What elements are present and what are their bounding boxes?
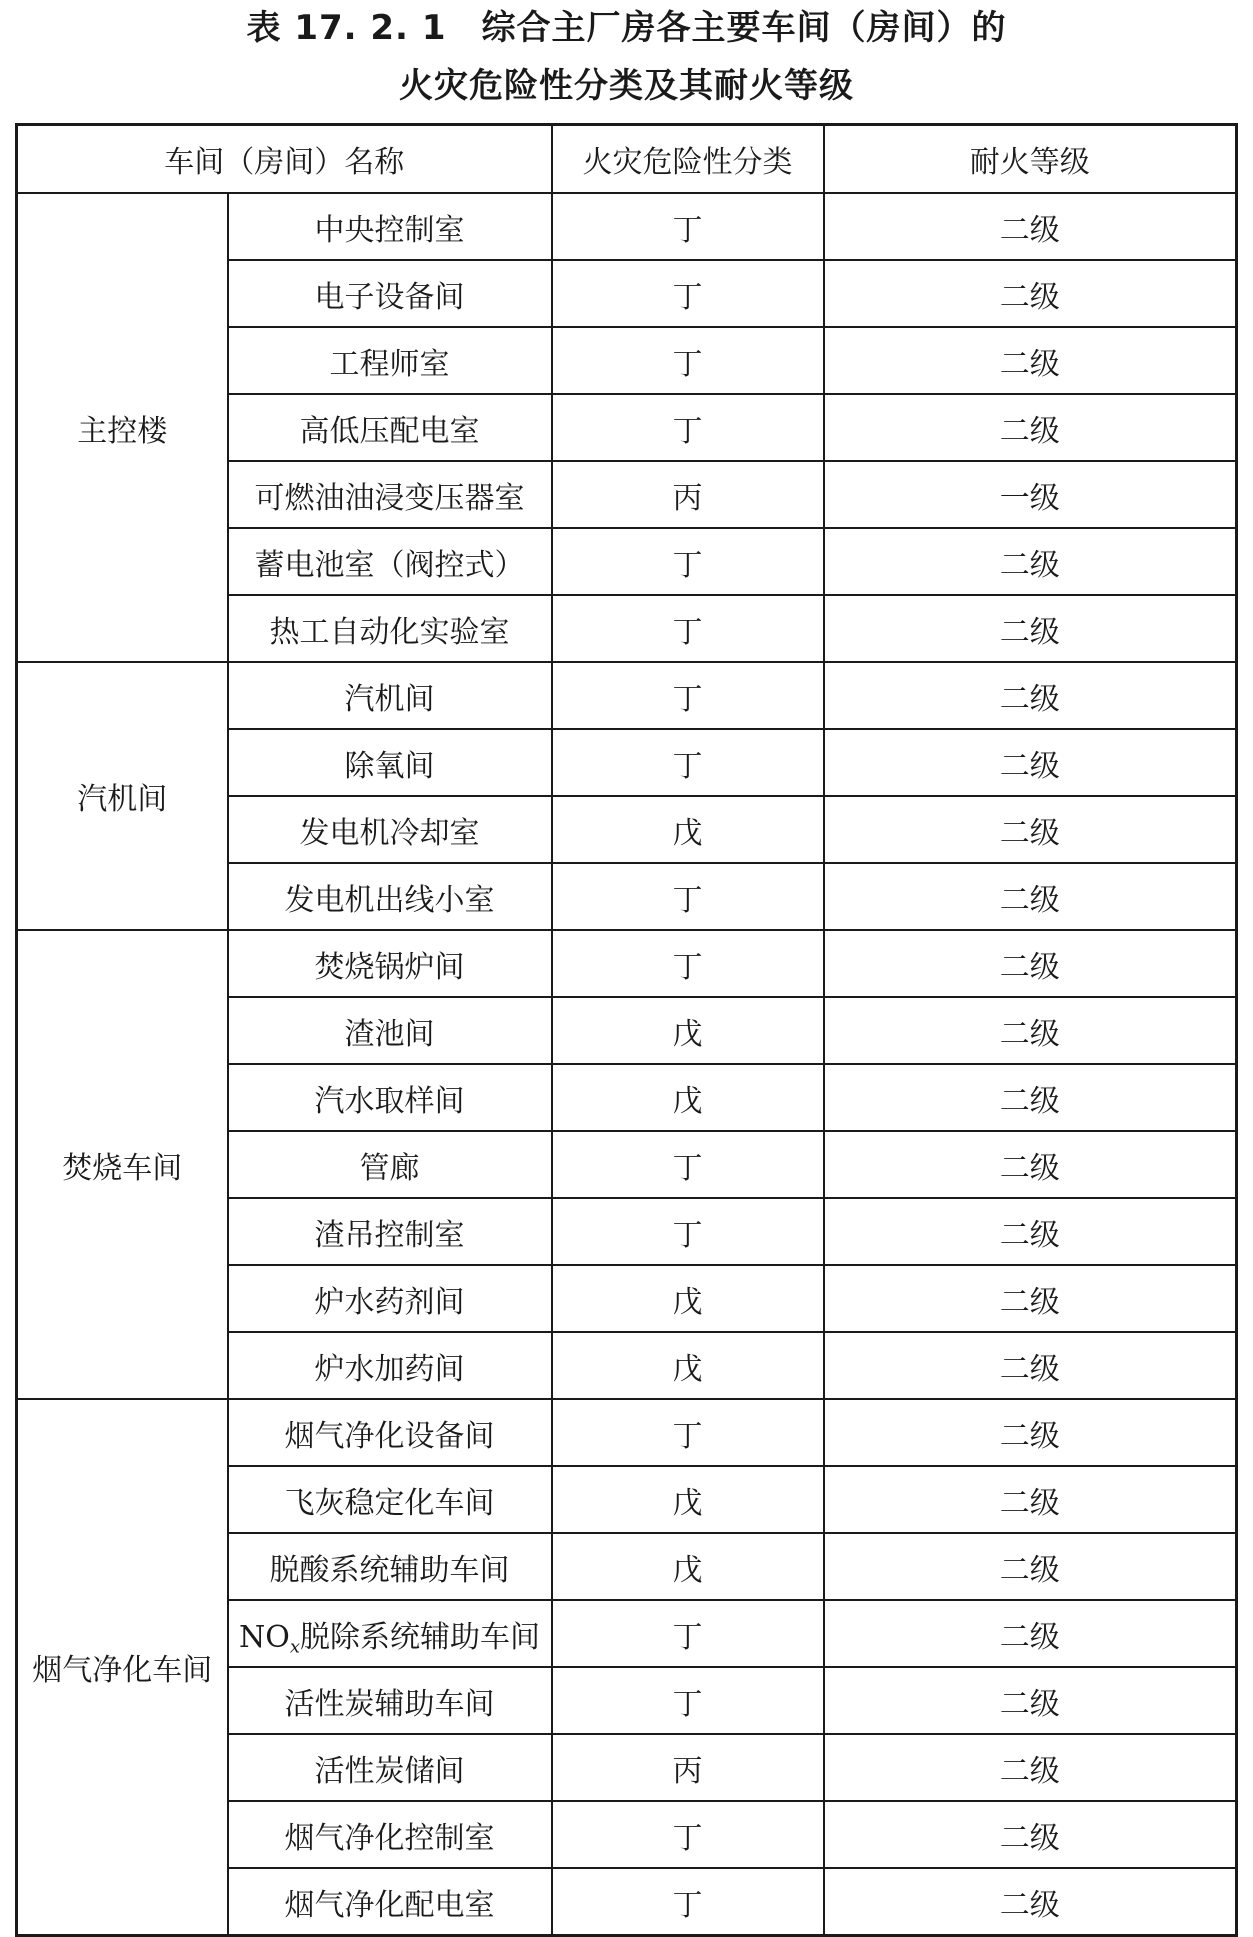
category-cell: 丁: [552, 1667, 824, 1734]
grade-cell: 二级: [824, 327, 1237, 394]
grade-cell: 二级: [824, 1265, 1237, 1332]
header-category: 火灾危险性分类: [552, 125, 824, 194]
table-row: [17, 1399, 1237, 1466]
table-row: [17, 193, 1237, 260]
category-cell: 戊: [552, 997, 824, 1064]
group-name-cell: 焚烧车间: [17, 930, 228, 1399]
room-name-cell: 热工自动化实验室: [228, 595, 552, 662]
category-cell: 丁: [552, 930, 824, 997]
room-name-cell: 活性炭储间: [228, 1734, 552, 1801]
table-body: [17, 193, 1237, 1936]
grade-cell: 二级: [824, 997, 1237, 1064]
category-cell: 戊: [552, 1064, 824, 1131]
room-name-cell: 烟气净化设备间: [228, 1399, 552, 1466]
grade-cell: 二级: [824, 729, 1237, 796]
room-name-part: NO: [238, 1619, 290, 1655]
room-name-cell: 管廊: [228, 1131, 552, 1198]
category-cell: 丁: [552, 662, 824, 729]
header-grade: 耐火等级: [824, 125, 1237, 194]
grade-cell: 二级: [824, 1533, 1237, 1600]
category-cell: 丙: [552, 461, 824, 528]
grade-cell: 二级: [824, 1332, 1237, 1399]
room-name-cell: 炉水药剂间: [228, 1265, 552, 1332]
category-cell: 丁: [552, 1399, 824, 1466]
room-name-subscript: x: [289, 1635, 300, 1657]
category-cell: 戊: [552, 1265, 824, 1332]
room-name-cell: 渣池间: [228, 997, 552, 1064]
room-name-cell: 渣吊控制室: [228, 1198, 552, 1265]
category-cell: 丁: [552, 1801, 824, 1868]
grade-cell: 二级: [824, 260, 1237, 327]
room-name-cell: 除氧间: [228, 729, 552, 796]
grade-cell: 二级: [824, 1466, 1237, 1533]
grade-cell: 二级: [824, 528, 1237, 595]
category-cell: 丁: [552, 1600, 824, 1667]
grade-cell: 二级: [824, 1600, 1237, 1667]
grade-cell: 二级: [824, 1868, 1237, 1936]
category-cell: 丁: [552, 327, 824, 394]
room-name-cell: [228, 1600, 552, 1667]
category-cell: 戊: [552, 1332, 824, 1399]
category-cell: 戊: [552, 796, 824, 863]
room-name-cell: 发电机出线小室: [228, 863, 552, 930]
category-cell: 丁: [552, 193, 824, 260]
room-name-cell: 汽机间: [228, 662, 552, 729]
room-name-cell: 电子设备间: [228, 260, 552, 327]
header-row: [17, 125, 1237, 194]
room-name-cell: 可燃油油浸变压器室: [228, 461, 552, 528]
table-row: [17, 662, 1237, 729]
category-cell: 丁: [552, 528, 824, 595]
room-name-cell: 发电机冷却室: [228, 796, 552, 863]
grade-cell: 二级: [824, 863, 1237, 930]
grade-cell: 二级: [824, 1064, 1237, 1131]
grade-cell: 二级: [824, 1198, 1237, 1265]
category-cell: 丁: [552, 595, 824, 662]
grade-cell: 二级: [824, 1131, 1237, 1198]
category-cell: 丁: [552, 394, 824, 461]
grade-cell: 二级: [824, 595, 1237, 662]
room-name-cell: 活性炭辅助车间: [228, 1667, 552, 1734]
group-name-cell: 主控楼: [17, 193, 228, 662]
category-cell: 戊: [552, 1533, 824, 1600]
group-name-cell: 汽机间: [17, 662, 228, 930]
header-name: 车间（房间）名称: [17, 125, 552, 194]
grade-cell: 二级: [824, 1734, 1237, 1801]
room-name-cell: 烟气净化配电室: [228, 1868, 552, 1936]
room-name-cell: 中央控制室: [228, 193, 552, 260]
grade-cell: 二级: [824, 1667, 1237, 1734]
room-name-cell: 焚烧锅炉间: [228, 930, 552, 997]
grade-cell: 一级: [824, 461, 1237, 528]
category-cell: 丙: [552, 1734, 824, 1801]
room-name-cell: 脱酸系统辅助车间: [228, 1533, 552, 1600]
fire-hazard-table: [15, 123, 1238, 1937]
grade-cell: 二级: [824, 796, 1237, 863]
category-cell: 丁: [552, 729, 824, 796]
group-name-cell: 烟气净化车间: [17, 1399, 228, 1936]
room-name-cell: 炉水加药间: [228, 1332, 552, 1399]
category-cell: 丁: [552, 1198, 824, 1265]
table-title-line2: 火灾危险性分类及其耐火等级: [399, 66, 854, 106]
table-row: [17, 930, 1237, 997]
room-name-cell: 飞灰稳定化车间: [228, 1466, 552, 1533]
room-name-cell: 高低压配电室: [228, 394, 552, 461]
room-name-cell: 烟气净化控制室: [228, 1801, 552, 1868]
grade-cell: 二级: [824, 930, 1237, 997]
grade-cell: 二级: [824, 1801, 1237, 1868]
room-name-cell: 工程师室: [228, 327, 552, 394]
category-cell: 戊: [552, 1466, 824, 1533]
grade-cell: 二级: [824, 394, 1237, 461]
room-name-cell: 汽水取样间: [228, 1064, 552, 1131]
category-cell: 丁: [552, 863, 824, 930]
room-name-cell: 蓄电池室（阀控式）: [228, 528, 552, 595]
category-cell: 丁: [552, 260, 824, 327]
grade-cell: 二级: [824, 662, 1237, 729]
grade-cell: 二级: [824, 193, 1237, 260]
grade-cell: 二级: [824, 1399, 1237, 1466]
category-cell: 丁: [552, 1131, 824, 1198]
category-cell: 丁: [552, 1868, 824, 1936]
room-name-part: 脱除系统辅助车间: [300, 1619, 540, 1655]
table-title-line1: 表 17. 2. 1 综合主厂房各主要车间（房间）的: [246, 8, 1007, 48]
